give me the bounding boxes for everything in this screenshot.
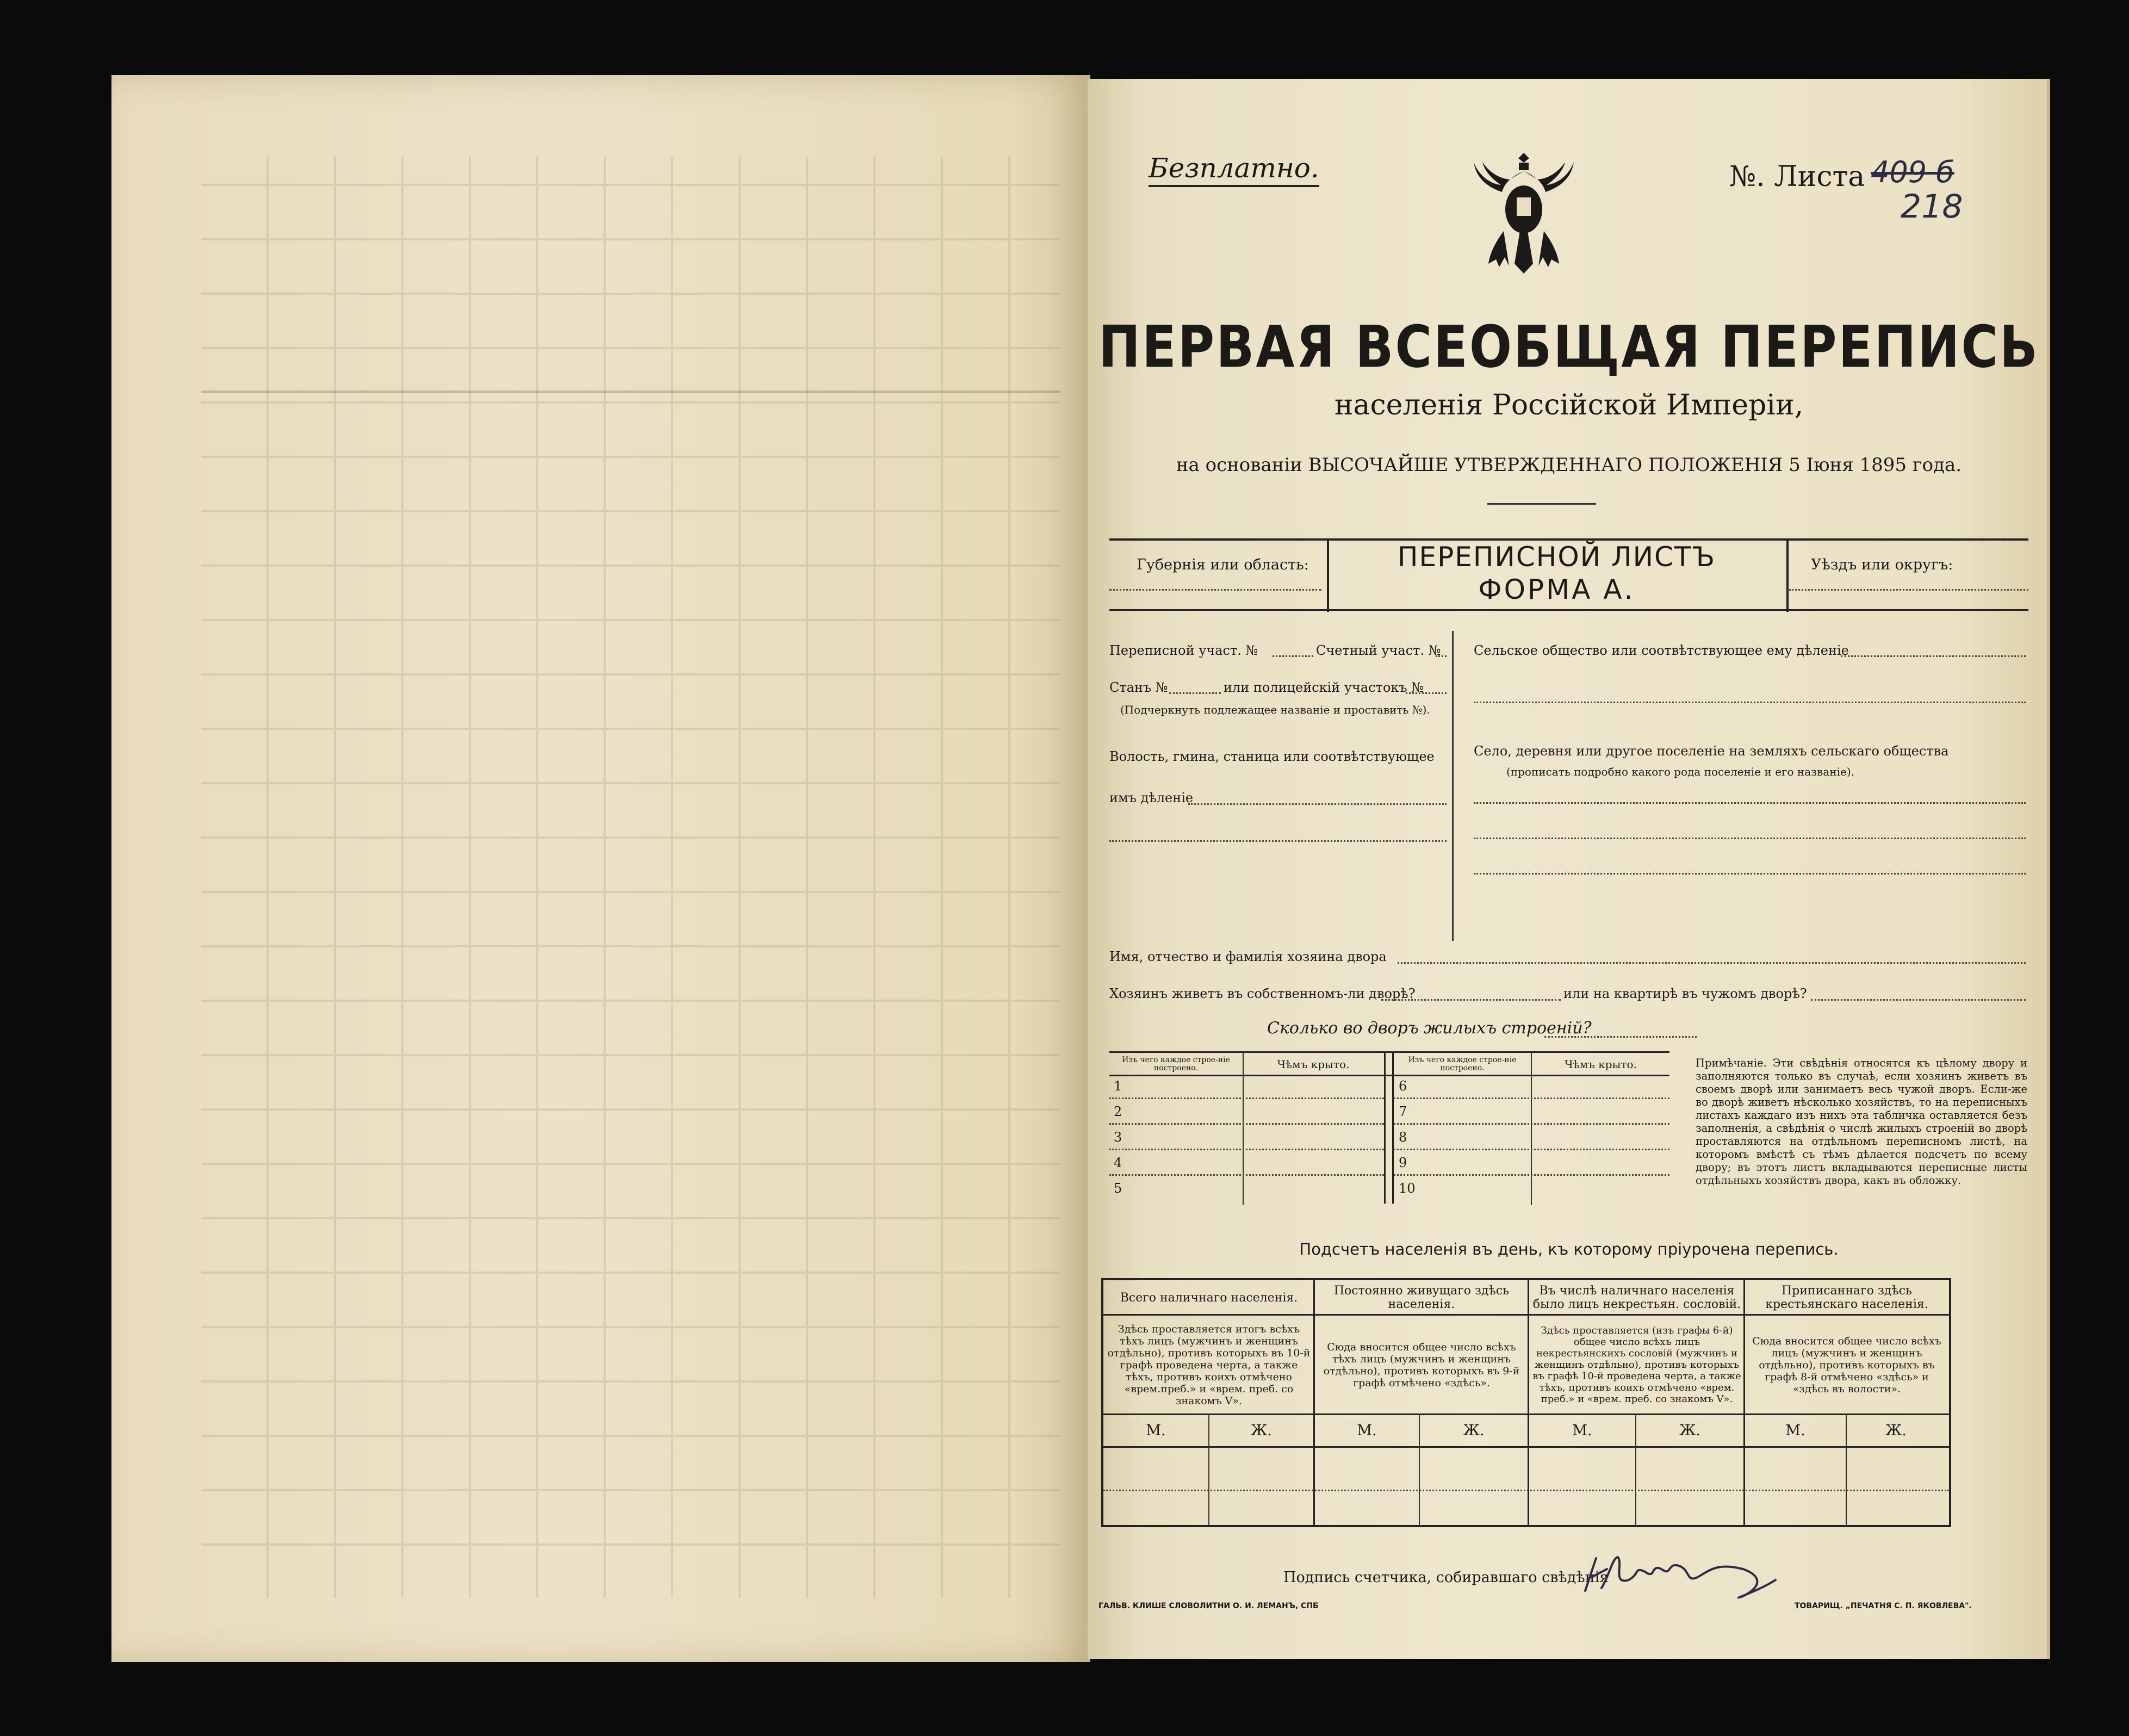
buildings-question: Сколько во дворъ жилыхъ строеній? (1267, 1019, 1592, 1038)
building-row-number: 1 (1114, 1078, 1122, 1094)
sheet-title: ПЕРЕПИСНОЙ ЛИСТЪ (1397, 541, 1716, 573)
or-apartment-label: или на квартирѣ въ чужомъ дворѣ? (1563, 986, 1807, 1001)
village-society-label: Сельское общество или соотвѣтствующее ему дѣленіе (1474, 643, 1849, 658)
governorate-field (1109, 589, 1321, 591)
imperial-eagle-emblem (1471, 150, 1577, 277)
settlement-label: Село, деревня или другое поселеніе на земляхъ сельскаго общества (1474, 743, 1949, 759)
header-box-bottom (1109, 609, 2028, 611)
material-col-header-right: Изъ чего каждое строе-ніе построено. (1408, 1056, 1517, 1072)
header-box-top (1109, 538, 2028, 541)
buildings-table (1109, 1051, 1669, 1205)
subtitle: населенія Россійской Имперіи, (1334, 389, 1804, 421)
count-col-permanent-desc: Сюда вносится общее число всѣхъ тѣхъ лицъ (мужчинъ и женщинъ отдѣльно), противъ которыхъ въ 9-й графѣ отмѣчено «здѣсь». (1323, 1341, 1520, 1389)
material-col-header: Изъ чего каждое строе-ніе построено. (1122, 1056, 1230, 1072)
population-count-table (1101, 1278, 1951, 1527)
main-title: ПЕРВАЯ ВСЕОБЩАЯ ПЕРЕПИСЬ (1098, 313, 2040, 381)
count-col-noncrest-header: Въ числѣ наличнаго населенія было лицъ некрестьян. сословій. (1532, 1284, 1741, 1311)
building-row-number: 10 (1399, 1181, 1416, 1196)
owner-lives-label: Хозяинъ живетъ въ собственномъ-ли дворѣ? (1109, 986, 1416, 1001)
building-row-number: 8 (1399, 1130, 1407, 1145)
free-label: Безплатно. (1149, 152, 1319, 187)
count-col-peasant-header: Приписаннаго здѣсь крестьянскаго населенія. (1765, 1284, 1928, 1311)
volost-field (1188, 803, 1447, 805)
roof-col-header: Чѣмъ крыто. (1277, 1058, 1350, 1071)
count-female-label: Ж. (1251, 1422, 1272, 1439)
district-field (1789, 589, 2028, 591)
sheet-number-handwritten-corrected: 218 (1901, 188, 1963, 226)
census-unit-label: Переписной участ. № (1109, 643, 1258, 658)
volost-label-2: имъ дѣленіе (1109, 790, 1194, 805)
settlement-note: (прописать подробно какого рода поселеніе и его названіе). (1506, 765, 1854, 778)
printer-left: ГАЛЬВ. КЛИШЕ СЛОВОЛИТНИ О. И. ЛЕМАНЪ, СПБ (1098, 1602, 1319, 1610)
count-col-permanent-header: Постоянно живущаго здѣсь населенія. (1333, 1284, 1510, 1311)
building-row-number: 9 (1399, 1155, 1407, 1170)
count-col-total-desc: Здѣсь проставляется итогъ всѣхъ тѣхъ лицъ (мужчинъ и женщинъ отдѣльно), противъ которыхъ въ 10-й графѣ проведена черта, а также тѣхъ, противъ коихъ отмѣчено «врем.преб.» и «врем. преб. со знакомъ V». (1107, 1323, 1311, 1407)
left-page (111, 75, 1090, 1662)
count-col-peasant-desc: Сюда вносится общее число всѣхъ лицъ (мужчинъ и женщинъ отдѣльно), противъ которыхъ въ графѣ 8-й отмѣчено «здѣсь» и «здѣсь въ волости». (1752, 1335, 1941, 1395)
count-male-label: М. (1357, 1422, 1377, 1439)
count-col-total-header: Всего наличнаго населенія. (1120, 1291, 1298, 1305)
district-label: Уѣздъ или округъ: (1811, 556, 1953, 573)
sheet-number-handwritten: 409 б (1871, 155, 1954, 189)
building-row-number: 6 (1399, 1078, 1407, 1094)
roof-col-header-right: Чѣмъ крыто. (1565, 1058, 1637, 1071)
count-female-label: Ж. (1885, 1422, 1907, 1439)
note-text: Примѣчаніе. Эти свѣдѣнія относятся къ цѣлому двору и заполняются только въ случаѣ, если хозяинъ живетъ въ своемъ дворѣ или занимаетъ весь чужой дворъ. Если-же во дворѣ живетъ нѣсколько хозяйствъ, то на переписныхъ листахъ каждаго изъ нихъ эта табличка оставляется безъ заполненія, а свѣдѣнія о числѣ жилыхъ строеній во дворѣ проставляются на отдѣльномъ переписномъ листѣ, на которомъ вмѣстѣ съ тѣмъ дѣлается подсчетъ по всему двору; въ этотъ листъ вкладываются переписные листы отдѣльныхъ хозяйствъ двора, какъ въ обложку. (1696, 1057, 2027, 1187)
count-male-label: М. (1785, 1422, 1805, 1439)
counting-unit-label: Счетный участ. № (1316, 643, 1441, 658)
governorate-label: Губернія или область: (1137, 556, 1309, 573)
volost-label: Волость, гмина, станица или соотвѣтствующее (1109, 749, 1435, 764)
stan-label: Станъ № (1109, 680, 1168, 695)
count-male-label: М. (1572, 1422, 1592, 1439)
census-form-page (1088, 79, 2050, 1659)
building-row-number: 5 (1114, 1181, 1122, 1196)
count-female-label: Ж. (1463, 1422, 1485, 1439)
legal-basis: на основаніи ВЫСОЧАЙШЕ УТВЕРЖДЕННАГО ПОЛОЖЕНІЯ 5 Іюня 1895 года. (1176, 454, 1962, 476)
ornament-divider (1487, 503, 1596, 505)
count-female-label: Ж. (1679, 1422, 1700, 1439)
bleed-through-header (201, 157, 1060, 393)
fields-divider (1452, 631, 1454, 941)
counter-signature (1580, 1547, 1786, 1607)
count-col-noncrest-desc: Здѣсь проставляется (изъ графы 6-й) общее число всѣхъ лицъ некрестьянскихъ сословій (мужчинъ и женщинъ отдѣльно), противъ которыхъ въ графѣ 10-й проведена черта, а также тѣхъ, противъ коихъ отмѣчено «врем. преб.» и «врем. преб. со знакомъ V». (1532, 1325, 1741, 1405)
underline-note: (Подчеркнуть подлежащее названіе и проставить №). (1120, 703, 1430, 716)
owner-name-label: Имя, отчество и фамилія хозяина двора (1109, 949, 1387, 964)
building-row-number: 7 (1399, 1104, 1407, 1119)
count-title: Подсчетъ населенія въ день, къ которому пріурочена перепись. (1299, 1240, 1839, 1258)
sheet-number-label: №. Листа (1729, 160, 1865, 193)
printer-right: ТОВАРИЩ. „ПЕЧАТНЯ С. П. ЯКОВЛЕВА". (1795, 1602, 1972, 1610)
form-name: ФОРМА А. (1478, 574, 1635, 605)
building-row-number: 2 (1114, 1104, 1122, 1119)
building-row-number: 4 (1114, 1155, 1122, 1170)
signature-label: Подпись счетчика, собиравшаго свѣдѣнія (1283, 1569, 1609, 1586)
building-row-number: 3 (1114, 1130, 1122, 1145)
count-male-label: М. (1146, 1422, 1166, 1439)
police-label: или полицейскій участокъ № (1224, 680, 1424, 695)
